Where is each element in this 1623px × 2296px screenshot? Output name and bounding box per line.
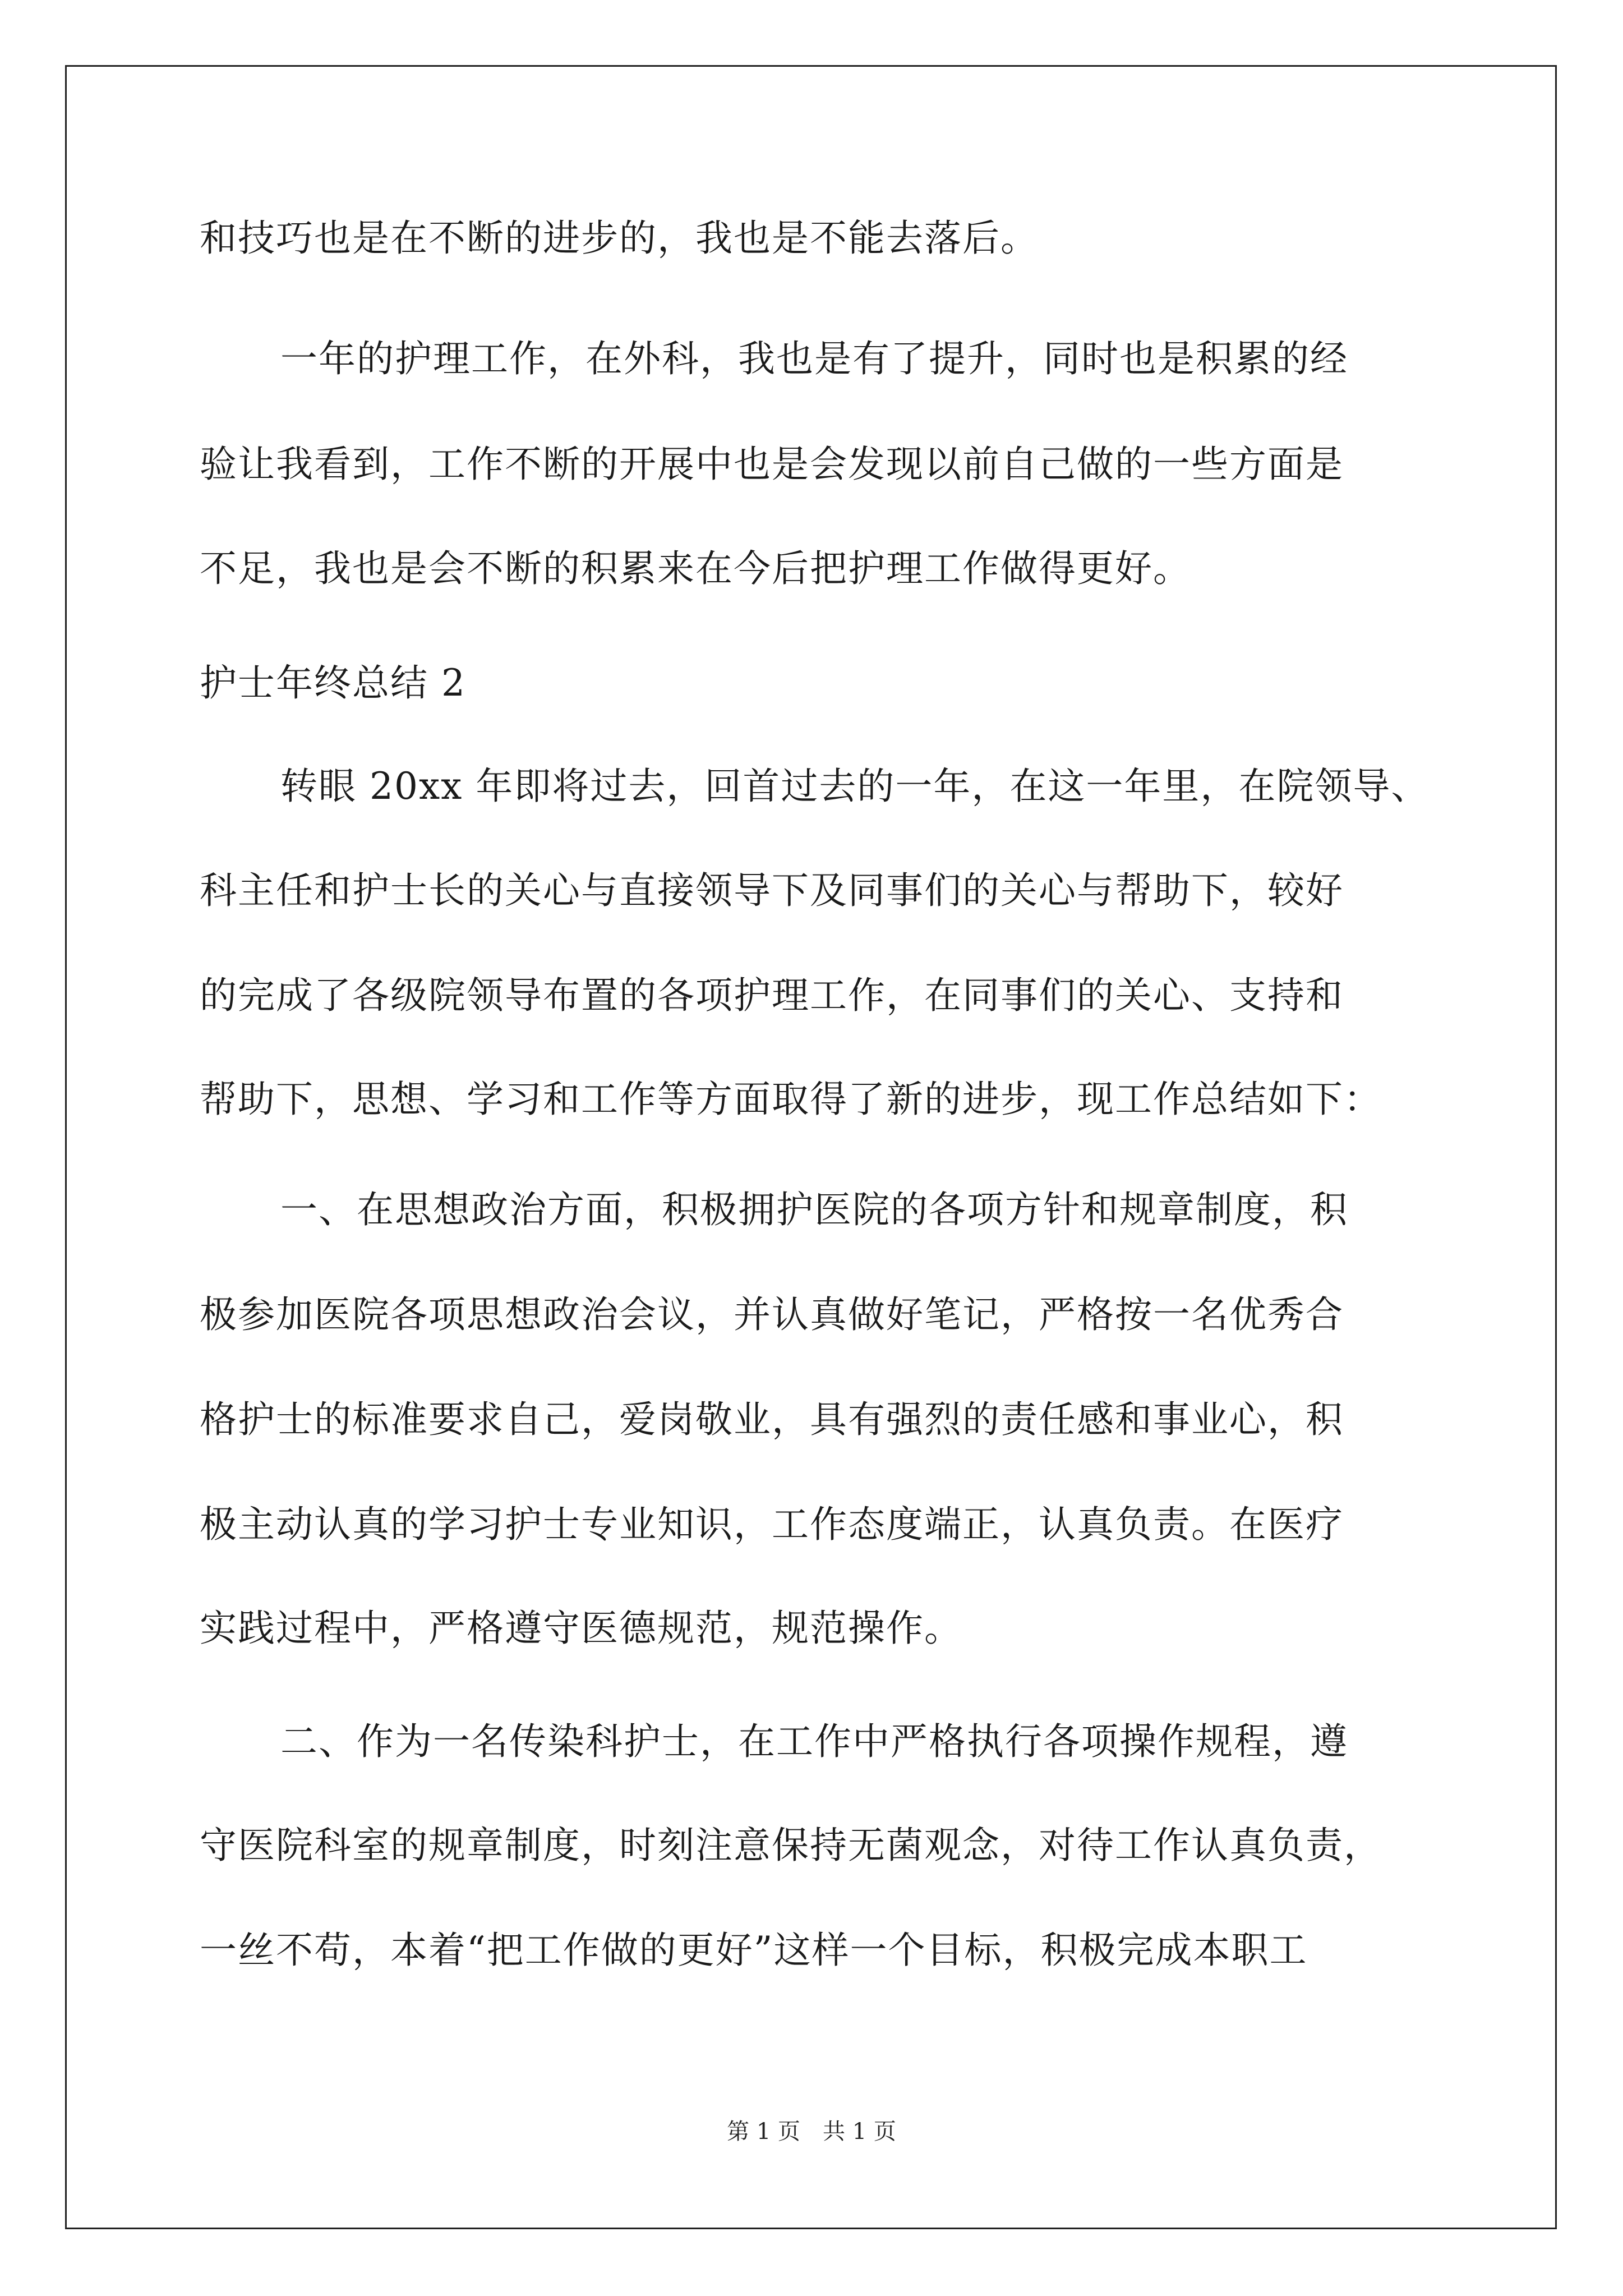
paragraph-line: 实践过程中，严格遵守医德规范，规范操作。 bbox=[200, 1607, 962, 1650]
page-border bbox=[65, 65, 1557, 2229]
section-heading: 护士年终总结 2 bbox=[200, 661, 466, 705]
paragraph-line: 不足，我也是会不断的积累来在今后把护理工作做得更好。 bbox=[200, 547, 1191, 590]
paragraph-line: 极主动认真的学习护士专业知识，工作态度端正，认真负责。在医疗 bbox=[200, 1503, 1344, 1546]
paragraph-line: 一、在思想政治方面，积极拥护医院的各项方针和规章制度，积 bbox=[280, 1188, 1348, 1231]
paragraph-line: 守医院科室的规章制度，时刻注意保持无菌观念，对待工作认真负责， bbox=[200, 1824, 1382, 1867]
paragraph-line: 科主任和护士长的关心与直接领导下及同事们的关心与帮助下，较好 bbox=[200, 869, 1344, 912]
paragraph-line: 帮助下，思想、学习和工作等方面取得了新的进步，现工作总结如下： bbox=[200, 1078, 1382, 1121]
paragraph-line: 格护士的标准要求自己，爱岗敬业，具有强烈的责任感和事业心，积 bbox=[200, 1398, 1344, 1441]
paragraph-line: 的完成了各级院领导布置的各项护理工作，在同事们的关心、支持和 bbox=[200, 974, 1344, 1017]
paragraph-line: 极参加医院各项思想政治会议，并认真做好笔记，严格按一名优秀合 bbox=[200, 1293, 1344, 1336]
paragraph-line: 转眼 20xx 年即将过去，回首过去的一年，在这一年里，在院领导、 bbox=[280, 765, 1430, 808]
paragraph-line: 一丝不苟，本着“把工作做的更好”这样一个目标，积极完成本职工 bbox=[200, 1929, 1308, 1972]
paragraph-line: 和技巧也是在不断的进步的，我也是不能去落后。 bbox=[200, 217, 1039, 260]
paragraph-line: 二、作为一名传染科护士，在工作中严格执行各项操作规程，遵 bbox=[280, 1720, 1348, 1763]
page-number-footer: 第 1 页 共 1 页 bbox=[727, 2119, 896, 2145]
paragraph-line: 验让我看到，工作不断的开展中也是会发现以前自己做的一些方面是 bbox=[200, 443, 1344, 486]
paragraph-line: 一年的护理工作，在外科，我也是有了提升，同时也是积累的经 bbox=[280, 337, 1348, 380]
